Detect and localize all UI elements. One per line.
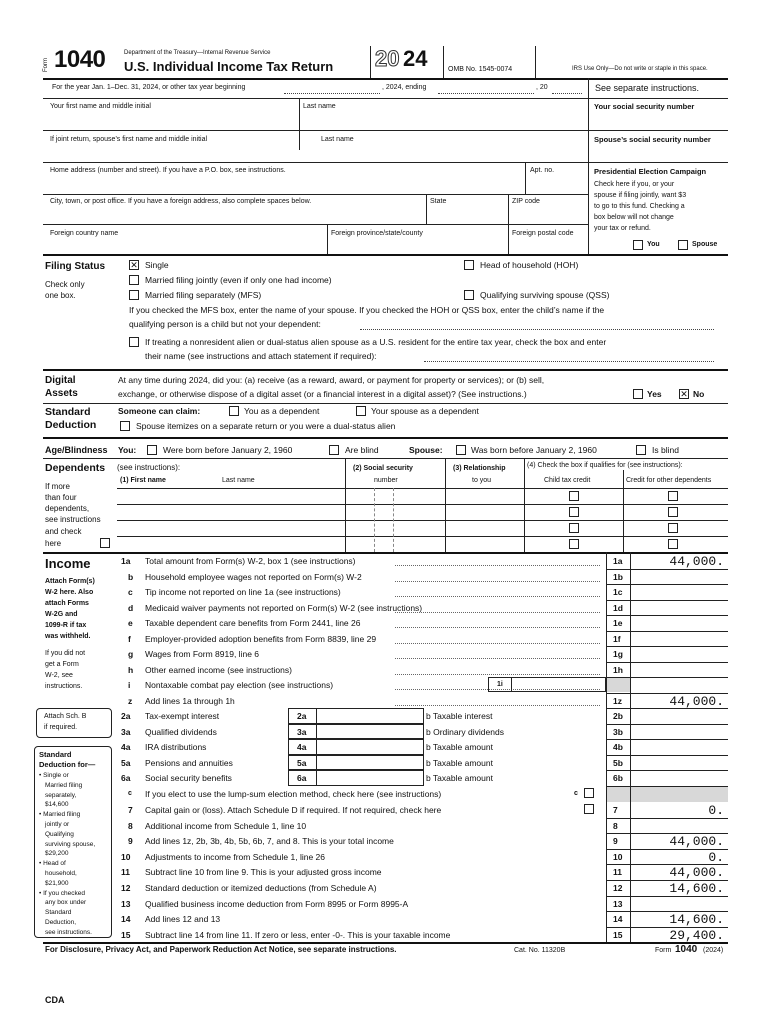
line-text: Wages from Form 8919, line 6: [145, 649, 260, 659]
std-ded-item-line: $29,200: [45, 850, 69, 858]
std-ded-item-line: $21,900: [45, 879, 69, 887]
form-word: Form: [43, 58, 49, 72]
line-box-label: 3a: [297, 726, 307, 737]
spouse-itemizes-checkbox[interactable]: [120, 421, 130, 431]
mfs-checkbox[interactable]: [129, 290, 139, 300]
line-text: Taxable dependent care benefits from Form 2441, line 26: [145, 618, 361, 628]
line-box-label: 7: [613, 805, 618, 815]
you-dependent-checkbox[interactable]: [229, 406, 239, 416]
line-text: Subtract line 14 from line 11. If zero or less, enter -0-. This is your taxable income: [145, 929, 451, 940]
line-box-label: 15: [613, 929, 623, 940]
income-heading: Income: [45, 556, 91, 571]
dependent-row-2-name[interactable]: [118, 505, 344, 520]
line-1e-amount-input[interactable]: [631, 615, 727, 631]
line-text: Capital gain or (loss). Attach Schedule D if required. If not required, check here: [145, 805, 442, 815]
line-number: e: [128, 618, 133, 628]
std-ded-title-line: Deduction for—: [39, 760, 96, 769]
home-address-input[interactable]: [44, 175, 524, 191]
line-box-label: 4a: [297, 742, 307, 752]
nra-spouse-name-field[interactable]: [424, 361, 714, 362]
omb-number: OMB No. 1545-0074: [448, 66, 513, 73]
std-ded-item-line: household,: [45, 870, 77, 877]
last-name-label: Last name: [303, 103, 336, 110]
pec-spouse-checkbox[interactable]: [678, 240, 688, 250]
line-2a-input[interactable]: [288, 708, 424, 724]
tax-year-label: For the year Jan. 1–Dec. 31, 2024, or other tax year beginning: [52, 84, 246, 91]
privacy-notice: For Disclosure, Privacy Act, and Paperwork Reduction Act Notice, see separate instructions.: [45, 945, 397, 954]
line-15-amount: 29,400.: [669, 927, 724, 943]
mfs-label: Married filing separately (MFS): [145, 290, 262, 300]
dep-2-ctc-checkbox[interactable]: [569, 507, 579, 517]
line-box-label: 6a: [297, 773, 307, 783]
line-box-label: 8: [613, 820, 618, 831]
single-checkbox[interactable]: [129, 260, 139, 270]
std-ded-item-line: separately,: [45, 791, 77, 799]
line-box-label: 13: [613, 898, 623, 909]
line-box-label: 6b: [613, 773, 623, 783]
year-outline: 20: [375, 46, 400, 71]
apt-label: Apt. no.: [530, 167, 555, 174]
mfj-label: Married filing jointly (even if only one had income): [145, 275, 332, 285]
form-title: U.S. Individual Income Tax Return: [124, 59, 334, 74]
qss-label: Qualifying surviving spouse (QSS): [480, 290, 610, 300]
line-number: c: [128, 587, 133, 597]
line-text: IRA distributions: [145, 742, 207, 752]
foreign-country-label: Foreign country name: [50, 230, 119, 237]
line-number: 15: [121, 929, 131, 940]
dep-2-odc-checkbox[interactable]: [668, 507, 678, 517]
dep-3-ctc-checkbox[interactable]: [569, 523, 579, 533]
pec-title: Presidential Election Campaign: [594, 167, 707, 176]
line-text: Add lines 1a through 1h: [145, 695, 235, 706]
see-instructions: See separate instructions.: [595, 83, 700, 93]
line-box-label: 5a: [297, 757, 307, 768]
line-text: Other earned income (see instructions): [145, 664, 292, 675]
line-text: b Taxable amount: [426, 742, 493, 752]
form-1040-page: Form 1040 Department of the Treasury—Internal Revenue Service U.S. Individual Income Tax Return 20 24 OMB No. 1545-0074 IRS Use Only—Do not write or staple in this space. For the year Jan. 1–Dec. 31, 2024, or other tax year beginning , 2024, ending , 20 See separate instructions. Your first name and middle initial Last name Your social security number If joint return, spouse’s first name and middle initial Last name Spouse’s social security number Home address (number and street). If you have a P.O. box, see instructions. Apt. no. Presidential Election Campaign City, town, or post office. If you have a foreign address, also complete spaces below. State ZIP code Foreign country name Foreign province/state/county Foreign postal code Check here if you, or your spouse if filing jointly, want $3 to go to this fund. Checking a box below will not change your tax or refund. You Spouse Filing Status Check only one box. ✕ Single Married filing jointly (even if only one had income) Married filing separately (MFS) Head of household (HOH) Qualifying surviving spouse (QSS) If you checked the MFS box, enter the name of your spouse. If you checked the HOH or QSS box, enter the child’s name if the qualifying person is a child but not your dependent: If treating a nonresident alien or dual-status alien spouse as a U.S. resident for the entire tax year, check the box and enter their name (see instructions and attach statement if required): Digital Assets At any time during 2024, did you: (a) receive (as a reward, award, or payment for property or services); or (b) sell, exchange, or otherwise dispose of a digital asset (or a financial interest in a digital asset)? (See instructions.) Yes ✕ No Standard Deduction Someone can claim: You as a dependent Your spouse as a dependent Spouse itemizes on a separate return or you were a dual-status alien Age/Blindness You: Were born before January 2, 1960 Are blind Spouse: Was born before January 2, 1960 Is blind Dependents (see instructions): If more than four dependents, see instructions and check here (1) First name Last name (2) Social security number (3) Relationship to you (4) Check the box if qualifies for (see instructions): Child tax credit Credit for other dependents Income Attach Form(s) W-2 here. Also attach Forms W-2G and 1099-R if tax was withheld. If you did not get a Form W-2, see instructions. Attach Sch. B if required. Standard Deduction for— • Single or Married filing separately, $14,600 • Married filing jointly or Qualifying surviving spouse, $29,200 • Head of household, $21,900 • If you checked any box under Standard Deduction, see instructions. 1a Total amount from Form(s) W-2, box 1 (see instructions) 1a 44,000. b Household employee wages not reported on Form(s) W-2 1b c Tip income not reported on line 1a (see instructions) 1c d Medicaid waiver payments not reported on Form(s) W-2 (see instructions) 1d e Taxable dependent care benefits from Form 2441, line 26 1e f Employer-provided adoption benefits from Form 8839, line 29 1f g Wages from Form 8919, line 6 1g h Other earned income (see instructions) 1h i Nontaxable combat pay election (see instructions) z Add lines 1a through 1h 1z 44,000. 1i 2a Tax-exempt interest 2a b Taxable interest 2b 3a Qualified dividends 3a b Ordinary dividends 3b 4a IRA distributions 4a b Taxable amount 4b 5a Pensions and annuities 5a b Taxable amount 5b 6a Social security benefits 6a b Taxable amount 6b c If you elect to use the lump-sum election method, check here (see instructions) c 7 Capital gain or (loss). Attach Schedule D if required. If not required, check here 7 0. 8 Additional income from Schedule 1, line 10 8 9 Add lines 1z, 2b, 3b, 4b, 5b, 6b, 7, and 8. This is your total income 9 44,000. 10 Adjustments to income from Schedule 1, line 26 10 0. 11 Subtract line 10 from line 9. This is your adjusted gross income 11 44,000. 12 Standard deduction or itemized deductions (from Schedule A) 12 14,600. 13 Qualified business income deduction from Form 8995 or Form 8995-A 13 14 Add lines 12 and 13 14 14,600. 15 Subtract line 14 from line 11. If zero or less, enter -0-. This is your taxable income 15 29,400. For Disclosure, Privacy Act, and Paperwork Reduction Act Notice, see separate instructions. Cat. No. 11320B Form 1040 (2024) CDA: [0, 0, 768, 1024]
line-number: 13: [121, 898, 131, 909]
tax-year-end-field[interactable]: [438, 93, 534, 94]
std-ded-item-line: $14,600: [45, 801, 69, 809]
hoh-label: Head of household (HOH): [480, 260, 579, 270]
line-box-label: 2a: [297, 711, 307, 721]
line-1i-input[interactable]: [488, 677, 606, 692]
capital-gain-checkbox[interactable]: [584, 804, 594, 814]
line-text: b Ordinary dividends: [426, 726, 504, 737]
line-number: b: [128, 571, 134, 582]
std-ded-item-line: • Head of: [39, 860, 66, 868]
line-number: 7: [128, 805, 133, 815]
std-ded-item-line: see instructions.: [45, 928, 92, 936]
line-5b-amount-input[interactable]: [631, 755, 727, 771]
line-box-label: 2b: [613, 711, 623, 721]
ssn-label: Your social security number: [594, 102, 695, 111]
std-ded-item-line: • Single or: [39, 772, 69, 779]
spouse-last-label: Last name: [321, 136, 354, 143]
dep-1-ctc-checkbox[interactable]: [569, 491, 579, 501]
qss-checkbox[interactable]: [464, 290, 474, 300]
line-number: i: [128, 680, 131, 690]
line-number: f: [128, 633, 131, 644]
foreign-postal-label: Foreign postal code: [512, 230, 574, 237]
state-label: State: [430, 198, 447, 205]
line-number: 8: [128, 820, 133, 831]
first-name-input[interactable]: [44, 110, 299, 130]
line-box-label: 1c: [613, 587, 623, 597]
tax-year-begin-field[interactable]: [284, 93, 380, 94]
line-number: 4a: [121, 742, 131, 752]
line-text: Qualified business income deduction from Form 8995 or Form 8995-A: [145, 898, 409, 909]
line-text: Tax-exempt interest: [145, 711, 220, 721]
spouse-blind-checkbox[interactable]: [636, 445, 646, 455]
single-label: Single: [145, 260, 169, 270]
std-ded-item-line: Deduction,: [45, 919, 77, 926]
line-number: 9: [128, 836, 133, 847]
pec-you-checkbox[interactable]: [633, 240, 643, 250]
line-7-amount: 0.: [708, 803, 724, 818]
std-ded-title-line: Standard: [39, 750, 72, 759]
line-9-amount: 44,000.: [669, 834, 724, 850]
line-1b-amount-input[interactable]: [631, 569, 727, 585]
spouse-born-before-checkbox[interactable]: [456, 445, 466, 455]
dependent-row-3-name[interactable]: [118, 521, 344, 536]
mfj-checkbox[interactable]: [129, 275, 139, 285]
hoh-checkbox[interactable]: [464, 260, 474, 270]
line-3a-input[interactable]: [288, 724, 424, 740]
line-1g-amount-input[interactable]: [631, 646, 727, 662]
form-number: 1040: [54, 46, 106, 73]
std-ded-item-line: jointly or: [45, 821, 70, 828]
line-number: 6a: [121, 773, 131, 783]
spouse-first-label: If joint return, spouse’s first name and middle initial: [50, 136, 208, 143]
line-number: z: [128, 695, 133, 706]
line-number: 12: [121, 883, 131, 893]
dep-4-ctc-checkbox[interactable]: [569, 539, 579, 549]
line-11-amount: 44,000.: [669, 865, 724, 881]
line-number: g: [128, 649, 134, 659]
line-box-label: 1d: [613, 602, 623, 613]
line-number: 14: [121, 914, 131, 925]
department-label: Department of the Treasury—Internal Revenue Service: [124, 50, 271, 56]
digital-assets-no-checkbox[interactable]: [679, 389, 689, 399]
cda-mark: CDA: [45, 995, 65, 1005]
line-box-label: 3b: [613, 726, 623, 737]
line-text: Medicaid waiver payments not reported on Form(s) W-2 (see instructions): [145, 602, 423, 613]
line-13-amount-input[interactable]: [631, 896, 727, 912]
you-blind-checkbox[interactable]: [329, 445, 339, 455]
std-ded-item-line: Standard: [45, 909, 72, 917]
line-text: Household employee wages not reported on Form(s) W-2: [145, 571, 362, 582]
zip-label: ZIP code: [512, 198, 540, 205]
dep-4-odc-checkbox[interactable]: [668, 539, 678, 549]
line-1f-amount-input[interactable]: [631, 631, 727, 647]
std-ded-item-line: • Married filing: [39, 811, 81, 819]
line-6b-amount-input[interactable]: [631, 770, 727, 786]
spouse-dependent-checkbox[interactable]: [356, 406, 366, 416]
line-4b-amount-input[interactable]: [631, 739, 727, 755]
lump-sum-election-checkbox[interactable]: [584, 788, 594, 798]
line-number: 11: [121, 867, 130, 878]
line-text: Social security benefits: [145, 773, 232, 783]
line-14-amount: 14,600.: [669, 912, 724, 928]
filing-status-heading: Filing Status: [45, 261, 105, 272]
tax-year-end-year-field[interactable]: [552, 93, 582, 94]
dependent-row-4-name[interactable]: [118, 537, 344, 552]
ssn-input[interactable]: [592, 112, 724, 128]
line-box-label: 1h: [613, 664, 623, 675]
line-1z-amount: 44,000.: [669, 693, 724, 709]
line-text: b Taxable amount: [426, 757, 493, 768]
line-box-label: 1z: [613, 695, 622, 706]
you-born-before-checkbox[interactable]: [147, 445, 157, 455]
line-text: Total amount from Form(s) W-2, box 1 (see instructions): [145, 556, 356, 566]
dependent-row-1-name[interactable]: [118, 489, 344, 504]
line-1c-amount-input[interactable]: [631, 584, 727, 600]
line-number: h: [128, 664, 134, 675]
line-text: Add lines 12 and 13: [145, 914, 221, 925]
line-text: Employer-provided adoption benefits from Form 8839, line 29: [145, 633, 377, 644]
line-number: 5a: [121, 757, 131, 768]
first-name-label: Your first name and middle initial: [50, 103, 151, 110]
line-text: b Taxable interest: [426, 711, 493, 721]
line-8-amount-input[interactable]: [631, 818, 727, 834]
dep-3-odc-checkbox[interactable]: [668, 523, 678, 533]
line-1a-amount: 44,000.: [669, 554, 724, 569]
line-6a-input[interactable]: [288, 770, 424, 786]
line-number: d: [128, 602, 134, 613]
line-text: Subtract line 10 from line 9. This is your adjusted gross income: [145, 867, 382, 878]
line-12-amount: 14,600.: [669, 881, 724, 896]
line-text: Adjustments to income from Schedule 1, line 26: [145, 851, 326, 862]
year-bold: 24: [403, 46, 428, 71]
line-box-label: 1b: [613, 571, 623, 582]
cat-number: Cat. No. 11320B: [514, 947, 566, 954]
line-box-label: 1f: [613, 633, 621, 644]
dependents-heading: Dependents: [45, 462, 106, 474]
line-number: 2a: [121, 711, 131, 721]
digital-assets-yes-checkbox[interactable]: [633, 389, 643, 399]
line-10-amount: 0.: [708, 849, 724, 865]
line-number: 10: [121, 851, 131, 862]
line-text: b Taxable amount: [426, 773, 493, 783]
spouse-ssn-input[interactable]: [592, 145, 724, 159]
line-text: Additional income from Schedule 1, line 10: [145, 820, 307, 831]
line-2b-amount-input[interactable]: [631, 708, 727, 724]
line-number: 1a: [121, 556, 131, 566]
more-dependents-checkbox[interactable]: [100, 538, 110, 548]
irs-use-only: IRS Use Only—Do not write or staple in this space.: [572, 66, 708, 72]
line-5a-input[interactable]: [288, 755, 424, 771]
line-box-label: 14: [613, 914, 623, 925]
foreign-province-label: Foreign province/state/county: [331, 230, 423, 237]
line-1d-amount-input[interactable]: [631, 600, 727, 616]
std-ded-item-line: • If you checked: [39, 889, 85, 897]
line-text: Pensions and annuities: [145, 757, 233, 768]
line-box-label: 1g: [613, 649, 623, 659]
line-box-label: 5b: [613, 757, 623, 768]
qualifying-person-name-field[interactable]: [360, 329, 714, 330]
line-box-label: 11: [613, 867, 622, 878]
line-text: Add lines 1z, 2b, 3b, 4b, 5b, 6b, 7, and 8. This is your total income: [145, 836, 394, 847]
nra-spouse-checkbox[interactable]: [129, 337, 139, 347]
line-box-label: 10: [613, 851, 623, 862]
last-name-input[interactable]: [300, 110, 588, 130]
line-text: Standard deduction or itemized deductions (from Schedule A): [145, 883, 377, 893]
dep-1-odc-checkbox[interactable]: [668, 491, 678, 501]
line-text: Tip income not reported on line 1a (see instructions): [145, 587, 341, 597]
std-ded-item-line: surviving spouse,: [45, 840, 96, 848]
line-box-label: 12: [613, 883, 623, 893]
line-number: 3a: [121, 726, 131, 737]
line-text: Nontaxable combat pay election (see instructions): [145, 680, 334, 690]
line-text: Qualified dividends: [145, 726, 217, 737]
line-4a-input[interactable]: [288, 739, 424, 755]
line-box-label: 9: [613, 836, 618, 847]
std-ded-item-line: Married filing: [45, 781, 83, 789]
std-ded-item-line: any box under: [45, 899, 87, 907]
spouse-ssn-label: Spouse’s social security number: [594, 135, 711, 144]
home-address-label: Home address (number and street). If you have a P.O. box, see instructions.: [50, 167, 286, 174]
std-ded-item-line: Qualifying: [45, 830, 74, 838]
line-box-label: 1e: [613, 618, 623, 628]
city-label: City, town, or post office. If you have a foreign address, also complete spaces below.: [50, 198, 312, 205]
line-box-label: 4b: [613, 742, 623, 752]
line-box-label: 1a: [613, 556, 623, 566]
line-3b-amount-input[interactable]: [631, 724, 727, 740]
line-1h-amount-input[interactable]: [631, 662, 727, 678]
